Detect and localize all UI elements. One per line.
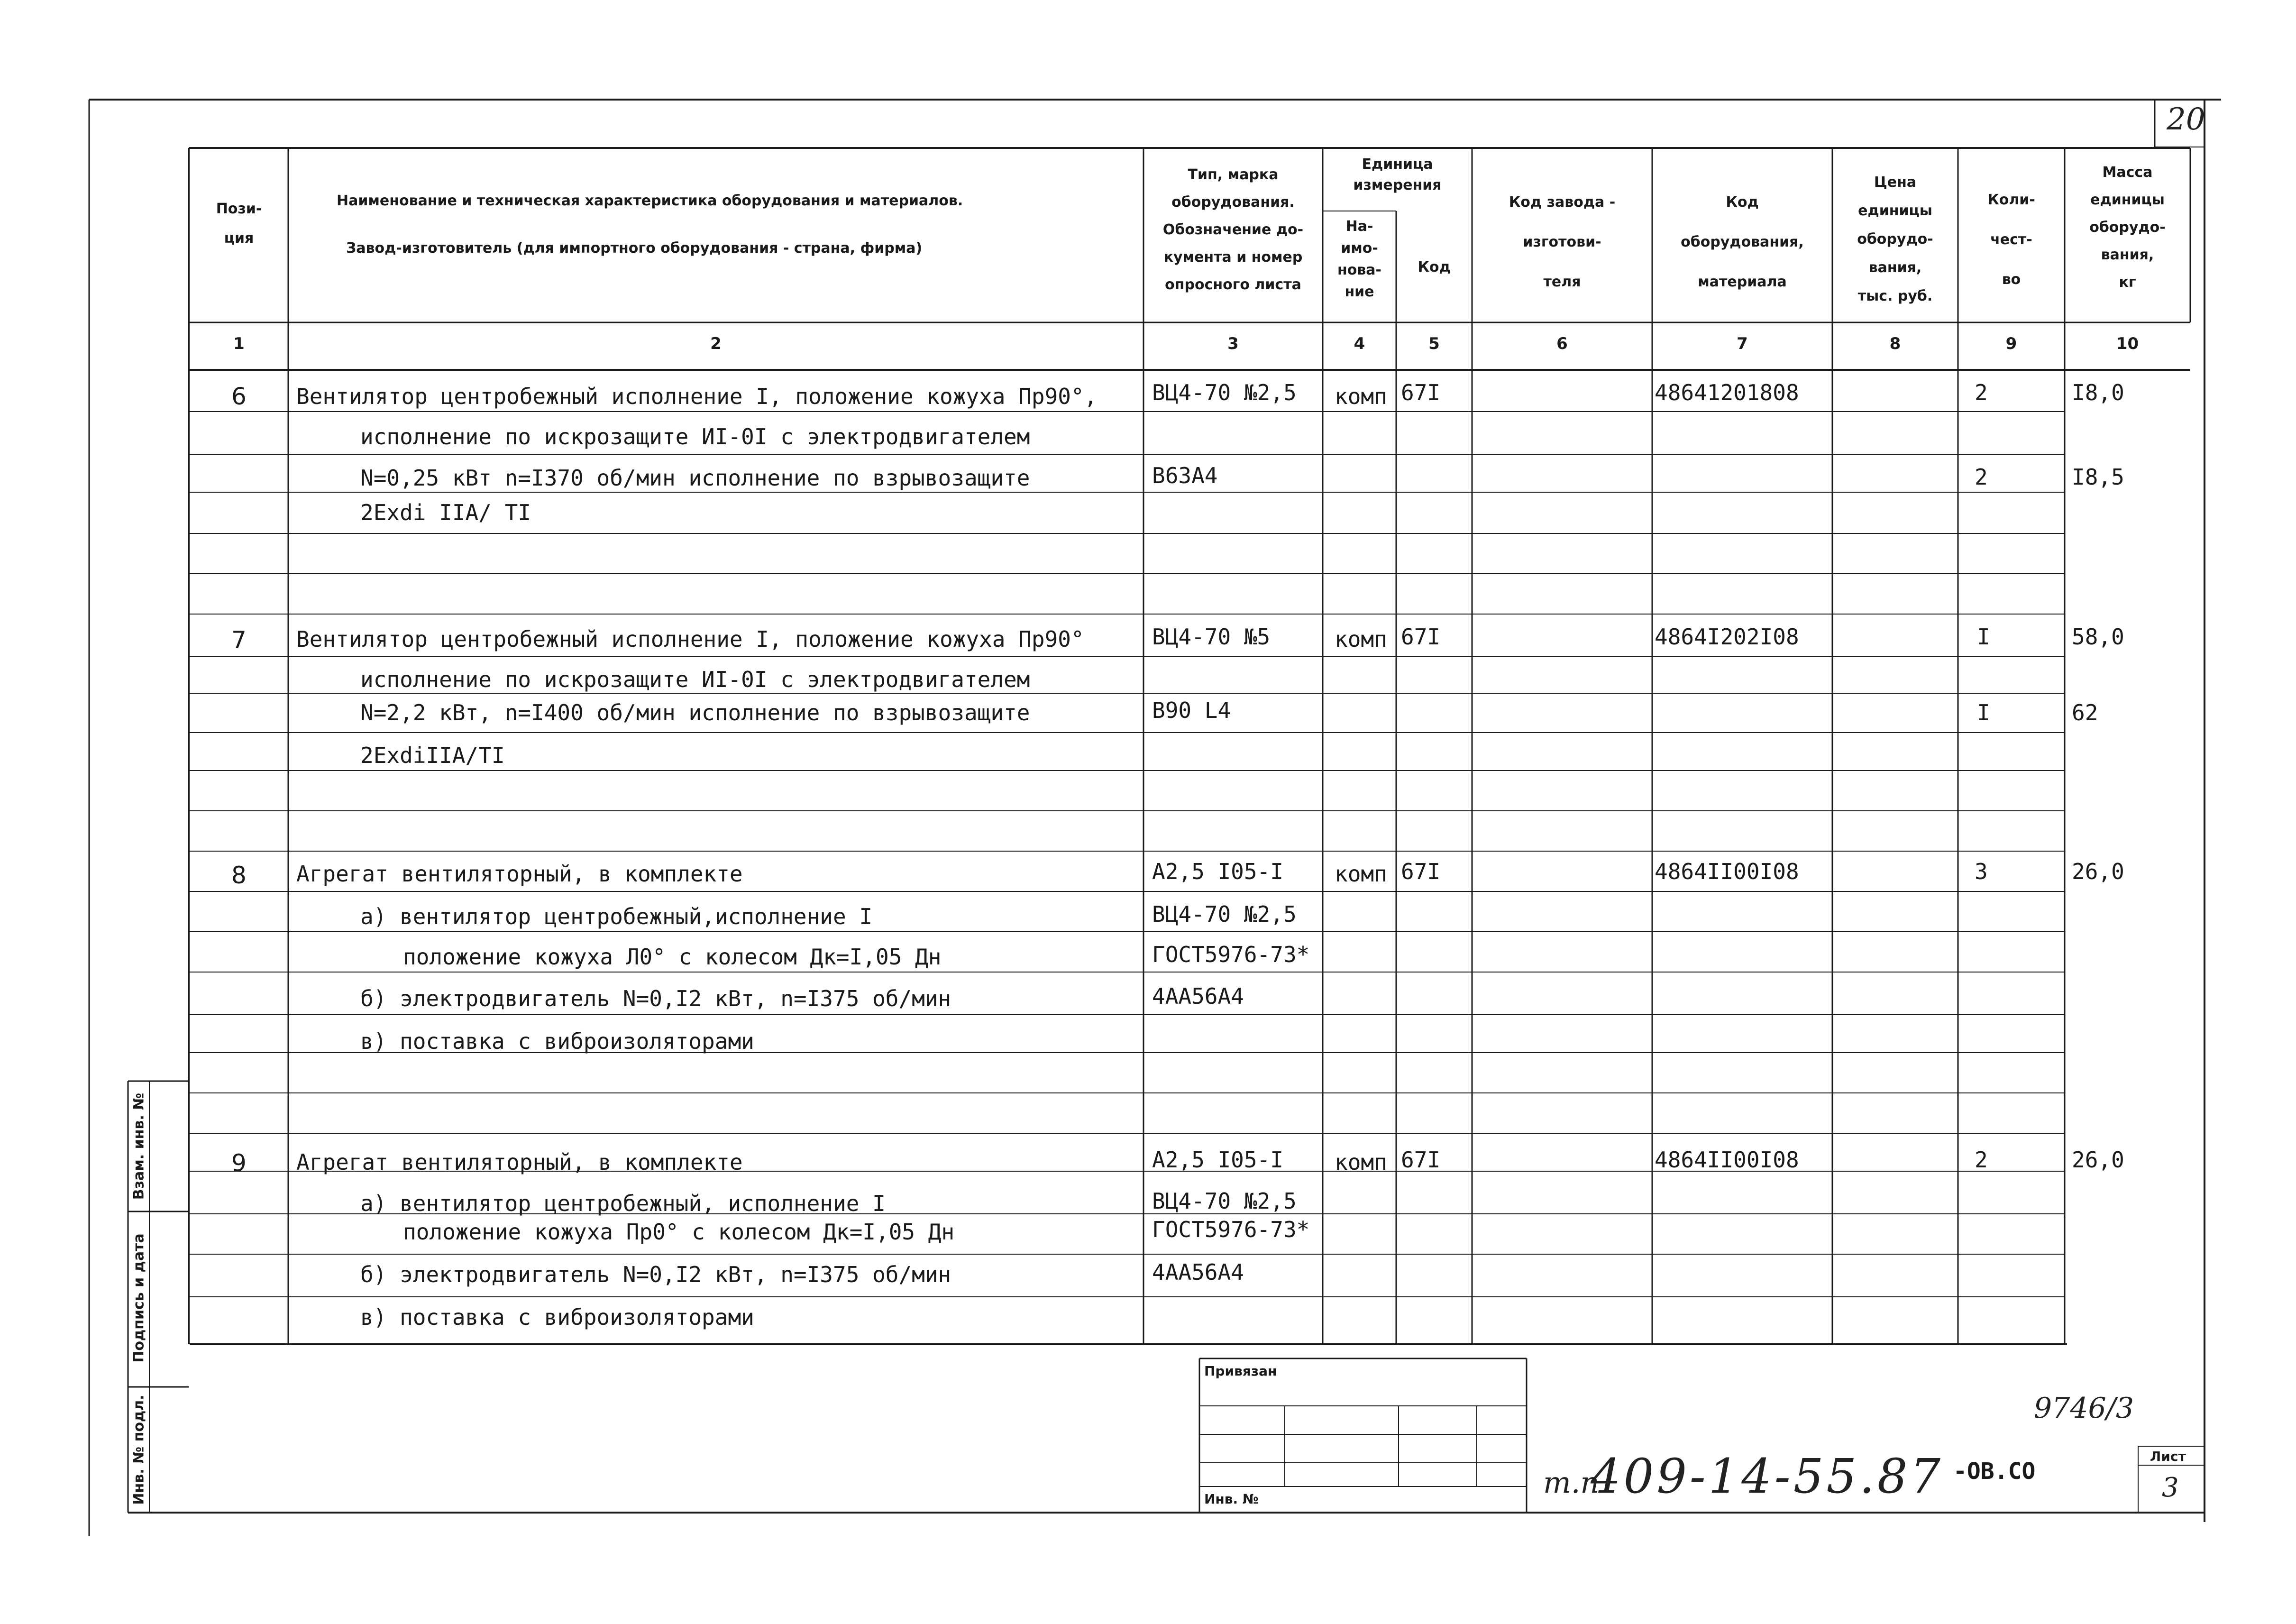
unit-code-cell: 67I xyxy=(1401,624,1441,650)
header-name-line2: Завод-изготовитель (для импортного оборудования - страна, фирма) xyxy=(346,240,923,257)
header-mass: Масса единицы оборудо- вания, кг xyxy=(2089,164,2166,291)
type-cell: ГОСТ5976-73* xyxy=(1152,942,1310,967)
item-name-cell: N=0,25 кВт n=I370 об/мин исполнение по взрывозащите xyxy=(360,465,1030,491)
stamp-inv-no: Инв. № xyxy=(1204,1491,1259,1507)
header-position: Пози- ция xyxy=(216,201,262,247)
type-cell: ВЦ4-70 №2,5 xyxy=(1152,1188,1297,1214)
doc-prefix: т.п xyxy=(1543,1465,1600,1500)
col-number-3: 3 xyxy=(1227,334,1239,353)
quantity-cell: I xyxy=(1977,700,1990,725)
item-name-cell: N=2,2 кВт, n=I400 об/мин исполнение по взрывозащите xyxy=(360,700,1030,725)
col-number-9: 9 xyxy=(2005,334,2017,353)
position-cell: 8 xyxy=(231,862,247,889)
type-cell: В63А4 xyxy=(1152,463,1218,488)
header-name-line1: Наименование и техническая характеристика оборудования и материалов. xyxy=(337,193,963,209)
quantity-cell: 3 xyxy=(1975,859,1988,884)
quantity-cell: 2 xyxy=(1975,464,1988,490)
col-number-2: 2 xyxy=(710,334,722,353)
unit-code-cell: 67I xyxy=(1401,380,1441,405)
unit-cell: комп xyxy=(1335,861,1387,887)
col-number-6: 6 xyxy=(1556,334,1568,353)
mass-cell: 58,0 xyxy=(2072,624,2124,650)
unit-code-cell: 67I xyxy=(1401,859,1441,884)
item-name-cell: б) электродвигатель N=0,I2 кВт, n=I375 об/мин xyxy=(360,1262,951,1287)
type-cell: А2,5 I05-I xyxy=(1152,1147,1283,1173)
header-equipment-code: Код оборудования, материала xyxy=(1681,194,1804,290)
col-number-8: 8 xyxy=(1889,334,1901,353)
order-number: 9746/3 xyxy=(2034,1392,2134,1425)
item-name-cell: в) поставка с виброизоляторами xyxy=(360,1304,754,1330)
doc-number: 409-14-55.87 xyxy=(1591,1449,1943,1504)
item-name-cell: исполнение по искрозащите ИI-0I с электродвигателем xyxy=(360,667,1030,692)
quantity-cell: I xyxy=(1977,624,1990,650)
item-name-cell: а) вентилятор центробежный, исполнение I xyxy=(360,1191,886,1216)
unit-cell: комп xyxy=(1335,384,1387,409)
item-name-cell: исполнение по искрозащите ИI-0I с электродвигателем xyxy=(360,424,1030,450)
col-number-4: 4 xyxy=(1354,334,1365,353)
col-number-10: 10 xyxy=(2116,334,2139,353)
item-name-cell: Агрегат вентиляторный, в комплекте xyxy=(296,1149,743,1175)
position-cell: 6 xyxy=(231,383,247,410)
header-type: Тип, марка оборудования. Обозначение до- кумента и номер опросного листа xyxy=(1162,166,1304,293)
type-cell: А2,5 I05-I xyxy=(1152,859,1283,884)
col-number-7: 7 xyxy=(1737,334,1748,353)
item-name-cell: б) электродвигатель N=0,I2 кВт, n=I375 об/мин xyxy=(360,986,951,1011)
type-cell: ВЦ4-70 №2,5 xyxy=(1152,380,1297,405)
item-name-cell: положение кожуха Л0° с колесом Дк=I,05 Дн xyxy=(403,944,942,970)
side-label-replacement-inv: Взам. инв. № xyxy=(130,1092,147,1200)
equipment-code-cell: 4864I202I08 xyxy=(1655,624,1799,650)
unit-code-cell: 67I xyxy=(1401,1147,1441,1173)
col-number-5: 5 xyxy=(1428,334,1440,353)
unit-cell: комп xyxy=(1335,1149,1387,1175)
item-name-cell: Вентилятор центробежный исполнение I, положение кожуха Пр90°, xyxy=(296,384,1098,409)
position-cell: 7 xyxy=(231,626,247,654)
item-name-cell: а) вентилятор центробежный,исполнение I xyxy=(360,904,873,929)
sheet-number: 3 xyxy=(2162,1472,2179,1503)
unit-cell: комп xyxy=(1335,626,1387,652)
header-quantity: Коли- чест- во xyxy=(1987,192,2035,288)
equipment-code-cell: 4864II00I08 xyxy=(1655,1147,1799,1173)
item-name-cell: 2Exdi IIA/ TI xyxy=(360,500,531,525)
stamp-privyazan: Привязан xyxy=(1204,1363,1277,1379)
type-cell: ВЦ4-70 №5 xyxy=(1152,624,1271,650)
header-price: Цена единицы оборудо- вания, тыс. руб. xyxy=(1857,174,1933,304)
header-maker-code: Код завода - изготови- теля xyxy=(1509,194,1616,290)
side-label-original-inv: Инв. № подл. xyxy=(130,1395,147,1505)
item-name-cell: положение кожуха Пр0° с колесом Дк=I,05 Дн xyxy=(403,1219,955,1245)
item-name-cell: в) поставка с виброизоляторами xyxy=(360,1028,754,1054)
header-unit-name: На- имо- нова- ние xyxy=(1337,218,1382,300)
type-cell: ГОСТ5976-73* xyxy=(1152,1217,1310,1242)
type-cell: 4АА56А4 xyxy=(1152,983,1244,1009)
item-name-cell: Агрегат вентиляторный, в комплекте xyxy=(296,861,743,887)
mass-cell: 62 xyxy=(2072,700,2098,725)
page-number: 20 xyxy=(2167,102,2205,137)
mass-cell: 26,0 xyxy=(2072,1147,2124,1173)
header-unit: Единица измерения xyxy=(1353,156,1442,193)
position-cell: 9 xyxy=(231,1149,247,1177)
item-name-cell: 2ExdiIIA/TI xyxy=(360,743,505,768)
mass-cell: I8,5 xyxy=(2072,464,2124,490)
item-name-cell: Вентилятор центробежный исполнение I, положение кожуха Пр90° xyxy=(296,626,1084,652)
header-unit-code: Код xyxy=(1418,259,1451,275)
col-number-1: 1 xyxy=(233,334,245,353)
doc-suffix: -ОВ.СО xyxy=(1953,1458,2036,1485)
equipment-code-cell: 48641201808 xyxy=(1655,380,1799,405)
side-label-signature-date: Подпись и дата xyxy=(130,1233,147,1363)
mass-cell: 26,0 xyxy=(2072,859,2124,884)
equipment-code-cell: 4864II00I08 xyxy=(1655,859,1799,884)
quantity-cell: 2 xyxy=(1975,1147,1988,1173)
type-cell: В90 L4 xyxy=(1152,697,1231,723)
mass-cell: I8,0 xyxy=(2072,380,2124,405)
type-cell: 4АА56А4 xyxy=(1152,1259,1244,1285)
sheet-label: Лист xyxy=(2150,1449,2186,1464)
quantity-cell: 2 xyxy=(1975,380,1988,405)
type-cell: ВЦ4-70 №2,5 xyxy=(1152,901,1297,927)
